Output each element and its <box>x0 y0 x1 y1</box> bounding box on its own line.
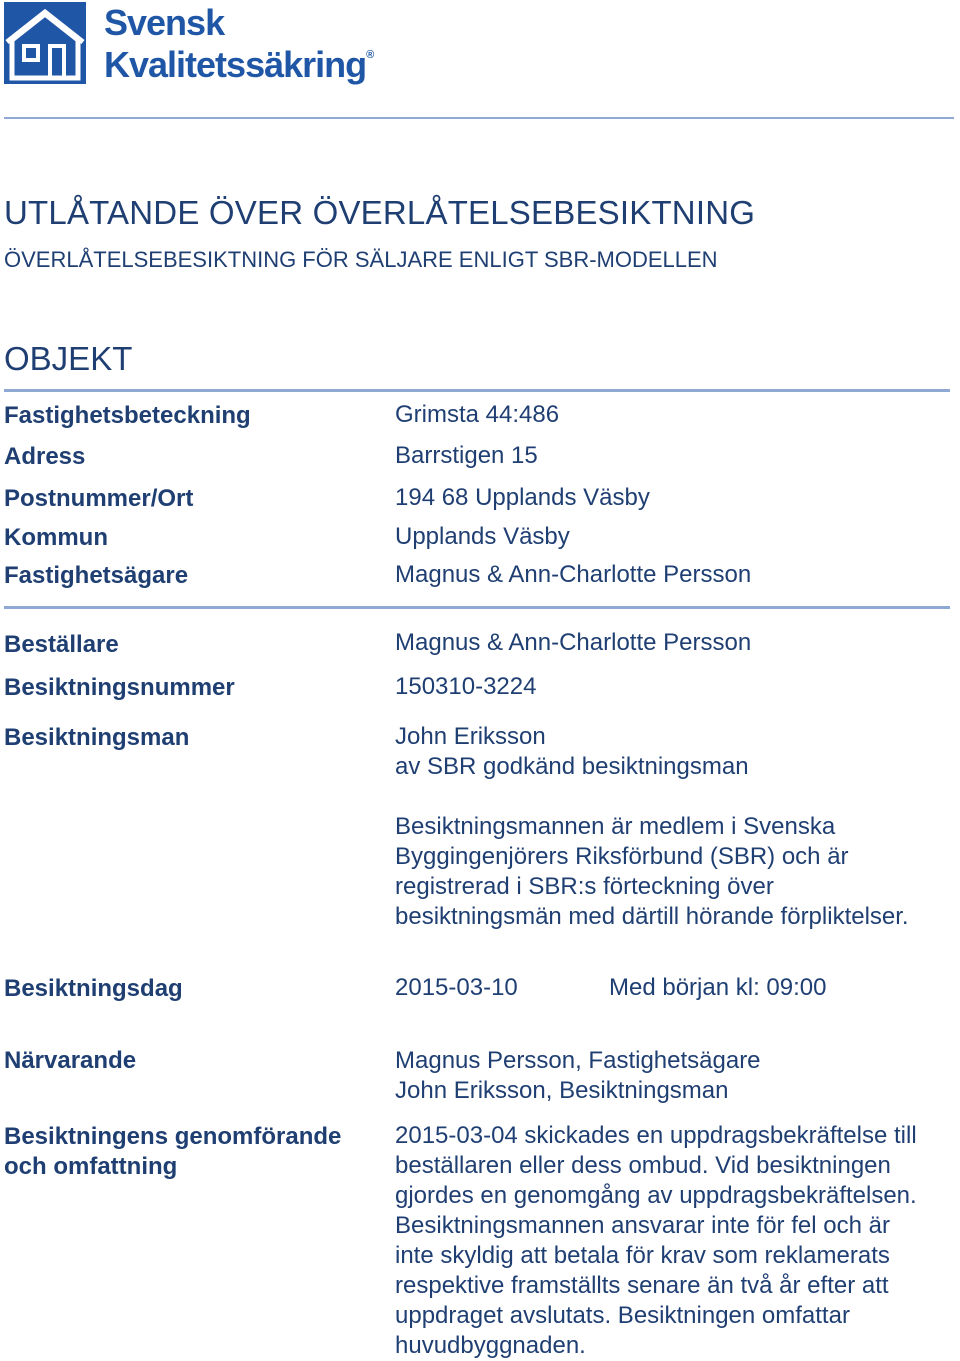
value-kommun: Upplands Väsby <box>395 523 570 550</box>
genomforande-paragraph <box>395 1121 960 1361</box>
section-divider <box>4 389 950 392</box>
attendee: John Eriksson, Besiktningsman <box>395 1077 729 1104</box>
logo-wordmark <box>104 4 374 84</box>
narvarande-list <box>395 1046 960 1106</box>
registered-mark: ® <box>366 49 375 61</box>
logo-line-1: Svensk <box>104 2 225 43</box>
value-fastighetsbeteckning: Grimsta 44:486 <box>395 401 560 428</box>
paragraph-line: 2015-03-04 skickades en uppdragsbekräftelse till <box>395 1122 917 1149</box>
section-divider-2 <box>4 606 950 609</box>
label-narvarande: Närvarande <box>4 1047 137 1074</box>
membership-paragraph <box>395 812 960 932</box>
label-kommun: Kommun <box>4 524 108 551</box>
value-bestallare: Magnus & Ann-Charlotte Persson <box>395 629 752 656</box>
paragraph-line: inte skyldig att betala för krav som reklamerats <box>395 1242 890 1269</box>
section-heading-objekt: OBJEKT <box>4 340 133 377</box>
label-bestallare: Beställare <box>4 631 119 658</box>
label-genomforande-line: och omfattning <box>4 1153 178 1180</box>
logo-line-2-text: Kvalitetssäkring <box>104 44 367 85</box>
label-adress: Adress <box>4 443 86 470</box>
value-besiktningsman-name: John Eriksson <box>395 723 546 750</box>
value-besiktningsnummer: 150310-3224 <box>395 673 537 700</box>
value-besiktningsman-approval: av SBR godkänd besiktningsman <box>395 753 749 780</box>
label-genomforande <box>4 1122 341 1182</box>
value-besiktningsdag: 2015-03-10 <box>395 974 518 1001</box>
value-postnummer-ort: 194 68 Upplands Väsby <box>395 484 650 511</box>
logo-house-icon <box>4 2 86 84</box>
attendee: Magnus Persson, Fastighetsägare <box>395 1047 761 1074</box>
paragraph-line: gjordes en genomgång av uppdragsbekräftelsen. <box>395 1182 917 1209</box>
value-fastighetsagare: Magnus & Ann-Charlotte Persson <box>395 561 752 588</box>
label-besiktningsman: Besiktningsman <box>4 724 190 751</box>
header-divider <box>4 117 954 119</box>
paragraph-line: Byggingenjörers Riksförbund (SBR) och är <box>395 843 849 870</box>
label-besiktningsnummer: Besiktningsnummer <box>4 674 235 701</box>
paragraph-line: respektive framställts senare än två år efter att <box>395 1272 889 1299</box>
paragraph-line: Besiktningsmannen ansvarar inte för fel och är <box>395 1212 890 1239</box>
document-title: UTLÅTANDE ÖVER ÖVERLÅTELSEBESIKTNING <box>4 194 756 231</box>
paragraph-line: uppdraget avslutats. Besiktningen omfattar <box>395 1302 850 1329</box>
label-postnummer-ort: Postnummer/Ort <box>4 485 194 512</box>
paragraph-line: besiktningsmän med därtill hörande förpliktelser. <box>395 903 909 930</box>
document-subtitle: ÖVERLÅTELSEBESIKTNING FÖR SÄLJARE ENLIGT SBR-MODELLEN <box>4 247 718 272</box>
label-besiktningsdag: Besiktningsdag <box>4 975 183 1002</box>
paragraph-line: huvudbyggnaden. <box>395 1332 586 1359</box>
paragraph-line: registrerad i SBR:s förteckning över <box>395 873 774 900</box>
value-start-time: Med början kl: 09:00 <box>609 974 827 1001</box>
label-genomforande-line: Besiktningens genomförande <box>4 1123 342 1150</box>
paragraph-line: Besiktningsmannen är medlem i Svenska <box>395 813 836 840</box>
value-adress: Barrstigen 15 <box>395 442 538 469</box>
label-fastighetsagare: Fastighetsägare <box>4 562 189 589</box>
label-fastighetsbeteckning: Fastighetsbeteckning <box>4 402 251 429</box>
logo-line-2 <box>104 42 374 84</box>
paragraph-line: beställaren eller dess ombud. Vid besiktningen <box>395 1152 891 1179</box>
